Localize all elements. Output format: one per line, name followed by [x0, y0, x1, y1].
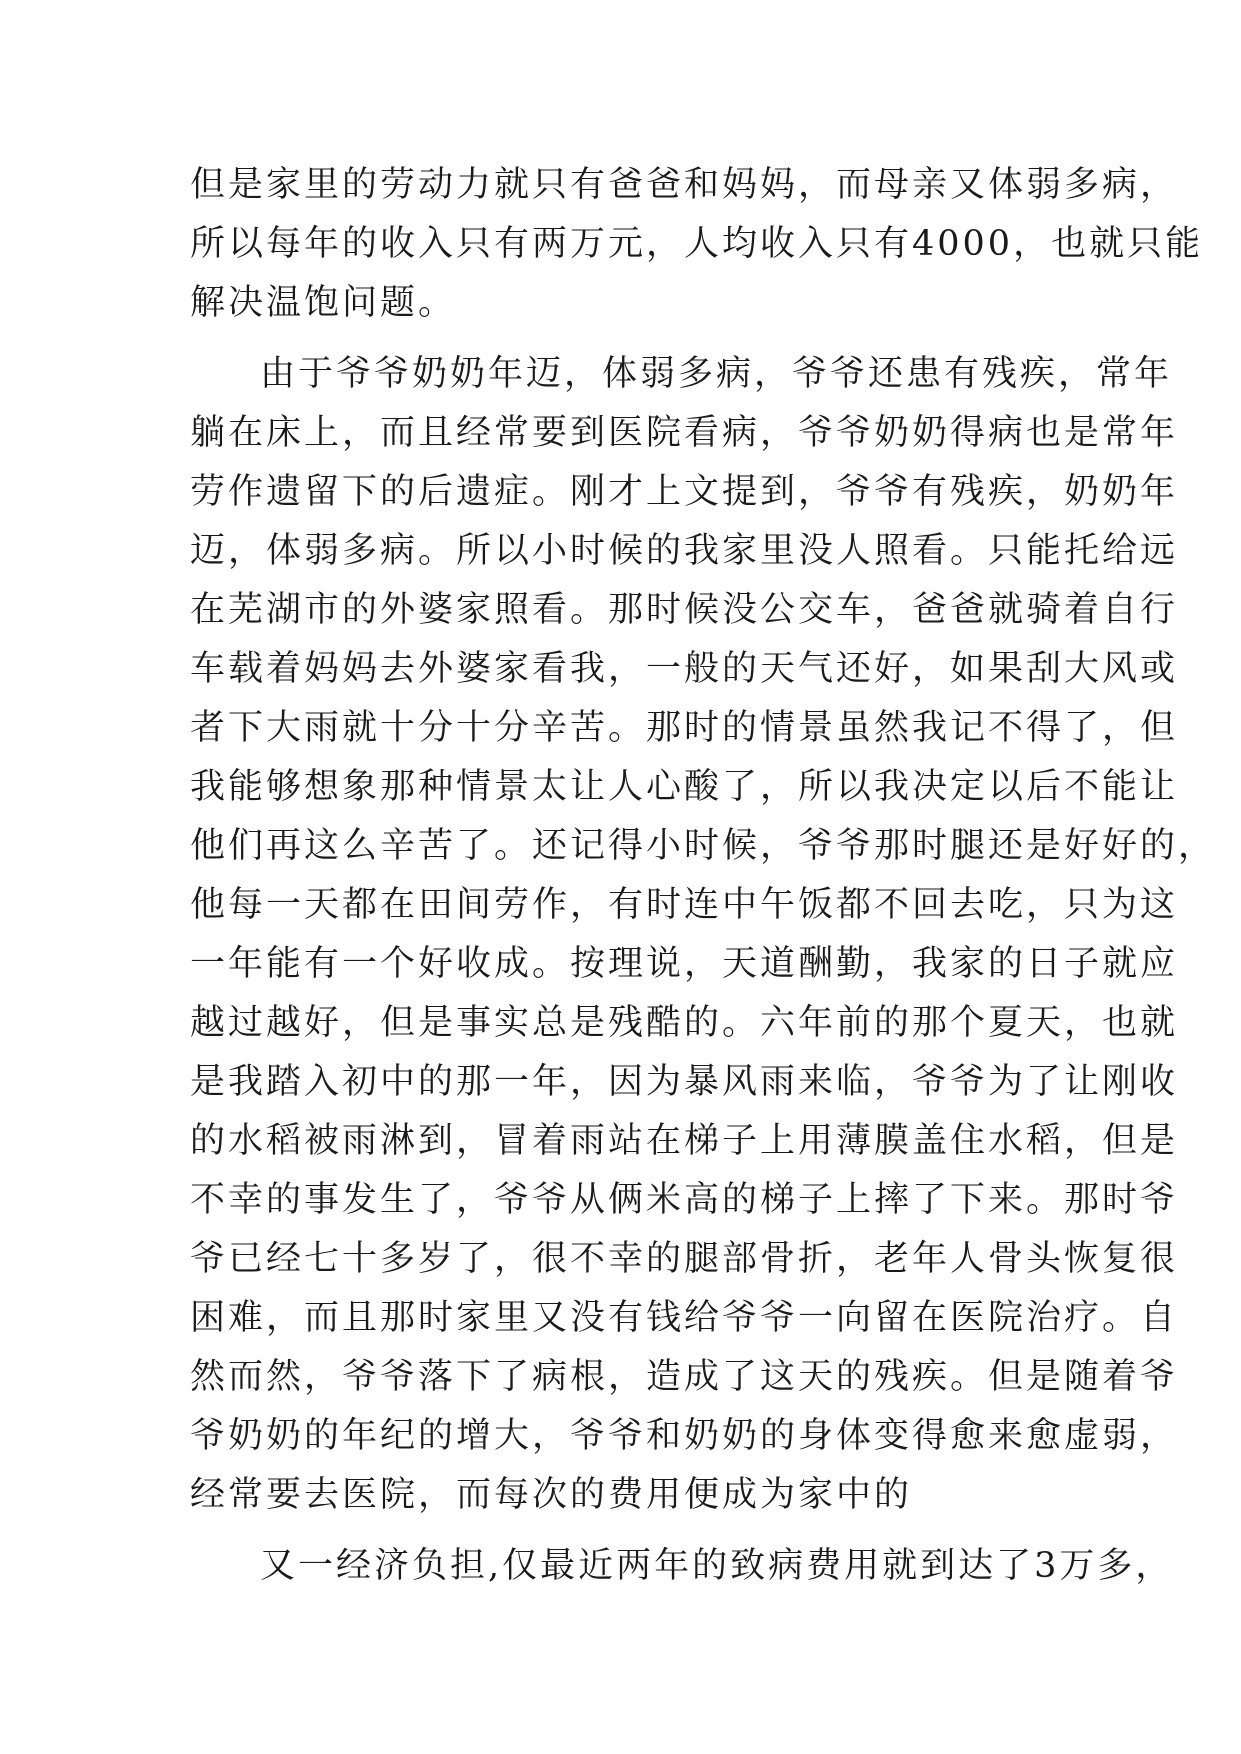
- text-line: 他每一天都在田间劳作，有时连中午饭都不回去吃，只为这: [190, 885, 1179, 925]
- text-line: 是我踏入初中的那一年，因为暴风雨来临，爷爷为了让刚收: [190, 1062, 1179, 1102]
- text-line: 迈，体弱多病。所以小时候的我家里没人照看。只能托给远: [190, 531, 1179, 571]
- text-line: 不幸的事发生了，爷爷从俩米高的梯子上摔了下来。那时爷: [190, 1180, 1179, 1220]
- text-line: 者下大雨就十分十分辛苦。那时的情景虽然我记不得了，但: [190, 708, 1179, 748]
- text-line: 困难，而且那时家里又没有钱给爷爷一向留在医院治疗。自: [190, 1298, 1179, 1338]
- text-line: 我能够想象那种情景太让人心酸了，所以我决定以后不能让: [190, 767, 1179, 807]
- text-line: 的水稻被雨淋到，冒着雨站在梯子上用薄膜盖住水稻，但是: [190, 1121, 1179, 1161]
- text-line: 一年能有一个好收成。按理说，天道酬勤，我家的日子就应: [190, 944, 1179, 984]
- text-line: 由于爷爷奶奶年迈，体弱多病，爷爷还患有残疾，常年: [260, 354, 1173, 394]
- text-line: 解决温饱问题。: [190, 283, 457, 323]
- text-line: 但是家里的劳动力就只有爸爸和妈妈，而母亲又体弱多病，: [190, 165, 1179, 205]
- text-line: 经常要去医院，而每次的费用便成为家中的: [190, 1475, 913, 1515]
- text-line: 劳作遗留下的后遗症。刚才上文提到，爷爷有残疾，奶奶年: [190, 472, 1179, 512]
- text-line: 所以每年的收入只有两万元，人均收入只有4000，也就只能: [190, 224, 1204, 264]
- text-line: 爷已经七十多岁了，很不幸的腿部骨折，老年人骨头恢复很: [190, 1239, 1179, 1279]
- text-line: 然而然，爷爷落下了病根，造成了这天的残疾。但是随着爷: [190, 1357, 1179, 1397]
- text-line: 又一经济负担,仅最近两年的致病费用就到达了3万多，: [260, 1546, 1174, 1586]
- text-line: 在芜湖市的外婆家照看。那时候没公交车，爸爸就骑着自行: [190, 590, 1179, 630]
- text-line: 他们再这么辛苦了。还记得小时候，爷爷那时腿还是好好的，: [190, 826, 1217, 866]
- body-text: [190, 156, 1217, 1596]
- text-line: 躺在床上，而且经常要到医院看病，爷爷奶奶得病也是常年: [190, 413, 1179, 453]
- text-line: 爷奶奶的年纪的增大，爷爷和奶奶的身体变得愈来愈虚弱，: [190, 1416, 1179, 1456]
- text-line: 车载着妈妈去外婆家看我，一般的天气还好，如果刮大风或: [190, 649, 1179, 689]
- text-line: 越过越好，但是事实总是残酷的。六年前的那个夏天，也就: [190, 1003, 1179, 1043]
